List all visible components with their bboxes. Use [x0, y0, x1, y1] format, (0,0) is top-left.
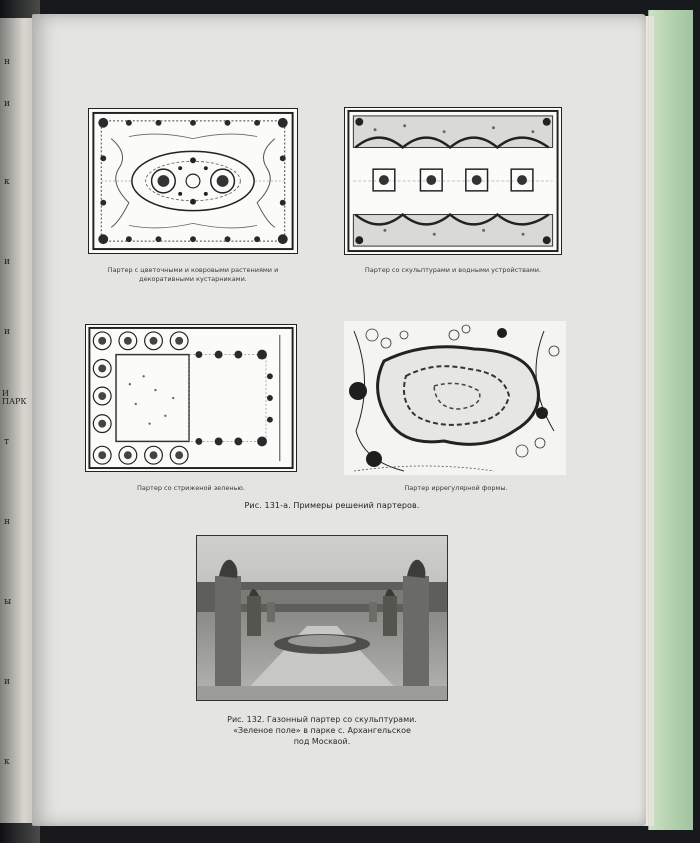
parterre-irregular-drawing — [344, 321, 566, 475]
left-page-fragment: к — [4, 757, 10, 767]
parterre-flower-illustration — [89, 109, 297, 253]
panel-caption-clipped: Партер со стриженой зеленью. — [137, 484, 245, 492]
figure-132-caption-line2: «Зеленое поле» в парке с. Архангельское — [233, 726, 411, 736]
panel-caption-irregular: Партер иррегулярной формы. — [404, 484, 508, 492]
left-page-fragment: н — [4, 57, 10, 67]
figure-132-caption-line3: под Москвой. — [293, 737, 351, 747]
panel-caption-flower: Партер с цветочными и ковровыми растениями и декоративными кустарниками. — [107, 266, 279, 283]
parterre-clipped-drawing — [85, 324, 297, 472]
parterre-sculpture-drawing — [344, 107, 562, 255]
parterre-sculpture-illustration — [345, 108, 561, 254]
left-page-edge — [0, 18, 34, 823]
parterre-irregular-illustration — [344, 321, 566, 475]
parterre-photograph — [196, 535, 448, 701]
parterre-flower-drawing — [88, 108, 298, 254]
panel-caption-sculpture: Партер со скульптурами и водными устройствами. — [364, 266, 542, 274]
left-page-heading-fragment: И ПАРК — [2, 389, 27, 406]
right-page — [32, 14, 646, 826]
left-page-fragment: и — [4, 257, 10, 267]
figure-132-caption-line1: Рис. 132. Газонный партер со скульптурами. — [227, 715, 417, 724]
left-page-fragment: и — [4, 99, 10, 109]
book-cover-edge — [648, 10, 693, 830]
left-page-fragment: т — [4, 437, 9, 447]
left-page-fragment: н — [4, 517, 10, 527]
left-page-fragment: и — [4, 327, 10, 337]
parterre-photo-image — [197, 536, 447, 700]
figure-131-title: Рис. 131-а. Примеры решений партеров. — [244, 501, 420, 510]
figure-132-caption — [182, 714, 462, 748]
left-page-fragment: и — [4, 677, 10, 687]
left-page-fragment: ы — [4, 597, 12, 607]
parterre-clipped-illustration — [86, 325, 296, 471]
left-page-fragment: к — [4, 177, 10, 187]
